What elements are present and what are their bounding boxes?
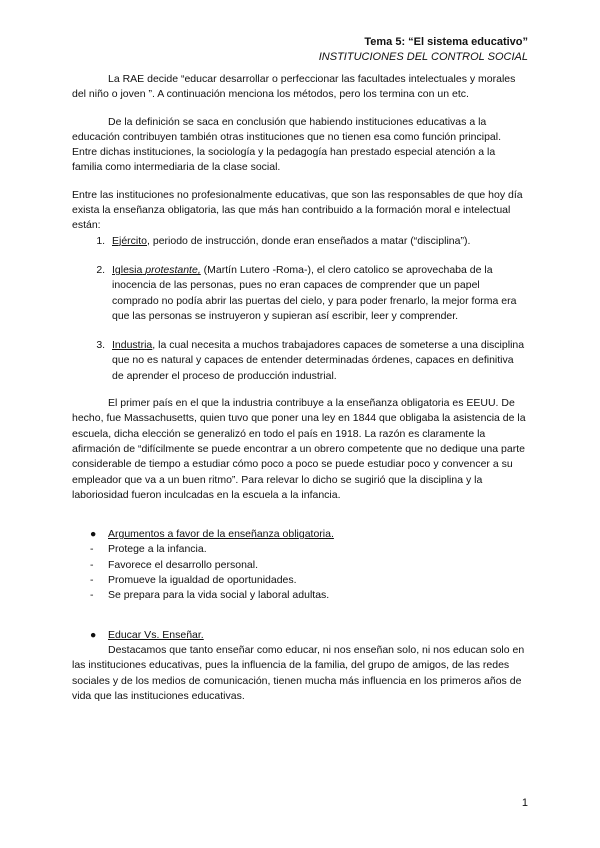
document-title: Tema 5: “El sistema educativo” (364, 36, 528, 48)
list-item: - Promueve la igualdad de oportunidades. (90, 574, 297, 587)
bullet-icon: ● (90, 628, 97, 641)
section-heading-arguments (72, 527, 528, 542)
list-term: Ejército (112, 234, 148, 247)
paragraph-institutions: Entre las instituciones no profesionalmente educativas, que son las responsables de que hoy día exista la enseñanza obligatoria, las que más han contribuido a la formación moral e intelectual están: (72, 188, 523, 232)
list-item: - Protege a la infancia. (90, 543, 207, 556)
list-item (108, 234, 528, 249)
list-item (108, 338, 528, 384)
list-term: Iglesia protestante, (112, 263, 201, 276)
institutions-list (72, 234, 528, 384)
section-title: Educar Vs. Enseñar. (108, 628, 204, 641)
section-heading-educar (72, 628, 528, 643)
paragraph-educar: Destacamos que tanto enseñar como educar, ni nos enseñan solo, ni nos educan solo en las instituciones educativas, pues la influencia de la familia, del grupo de amigos, de las redes sociales y de los medios de comunicación, tienen mucha más influencia en los primeros años de vida que las instituciones educativas. (72, 643, 525, 702)
list-item: - Se prepara para la vida social y laboral adultas. (90, 589, 330, 602)
list-text: , periodo de instrucción, donde eran enseñados a matar (“disciplina”). (147, 234, 471, 247)
list-text: , la cual necesita a muchos trabajadores capaces de someterse a una disciplina que no es natural y capaces de entender determinadas órdenes, capaces en definitiva de aprender el proceso de producción industrial. (112, 339, 525, 382)
page-number: 1 (521, 797, 528, 809)
paragraph-rae: La RAE decide “educar desarrollar o perfeccionar las facultades intelectuales y morales del niño o joven ”. A continuación menciona los métodos, pero los termina con un etc. (72, 73, 516, 101)
document-body (72, 72, 528, 704)
page-header (319, 35, 528, 65)
arguments-list (72, 542, 528, 603)
section-title: Argumentos a favor de la enseñanza obligatoria. (108, 528, 334, 541)
list-item (108, 263, 528, 324)
list-text: (Martín Lutero -Roma-), el clero catolico se aprovechaba de la inocencia de las personas, pues no eran capaces de comprender que un papel comprado no podía abrir las puertas del cielo, y para poder frenarlo, la mejor forma era que las personas se instruyeron y supieran así escribir, leer y comprender. (112, 263, 517, 322)
bullet-icon: ● (90, 528, 97, 541)
list-item: - Favorece el desarrollo personal. (90, 558, 258, 571)
paragraph-eeuu: El primer país en el que la industria contribuye a la enseñanza obligatoria es EEUU. De hecho, fue Massachusetts, quien tuvo que poner una ley en 1844 que obligaba la asistencia de la escuela, dicha elección se generalizó en todo el país en 1918. La razón es claramente la afirmación de “difícilmente se puede encontrar a un obrero competente que no dedique una parte considerable de tiempo a estudiar cómo poco a poco se puede estudiar poco y convencer a su empleador que va a un buen ritmo”. Para relevar lo dicho se sugirió que la disciplina y la laboriosidad fueron inculcadas en la escuela a la infancia. (72, 397, 526, 501)
document-subtitle: INSTITUCIONES DEL CONTROL SOCIAL (318, 51, 528, 63)
list-term: Industria (112, 339, 153, 352)
paragraph-definition: De la definición se saca en conclusión que habiendo instituciones educativas a la educación contribuyen también otras instituciones que no tienen esa como función principal. Entre dichas instituciones, la sociología y la pedagogía han prestado especial atención a la familia como intermediaria de la clase social. (72, 115, 502, 174)
